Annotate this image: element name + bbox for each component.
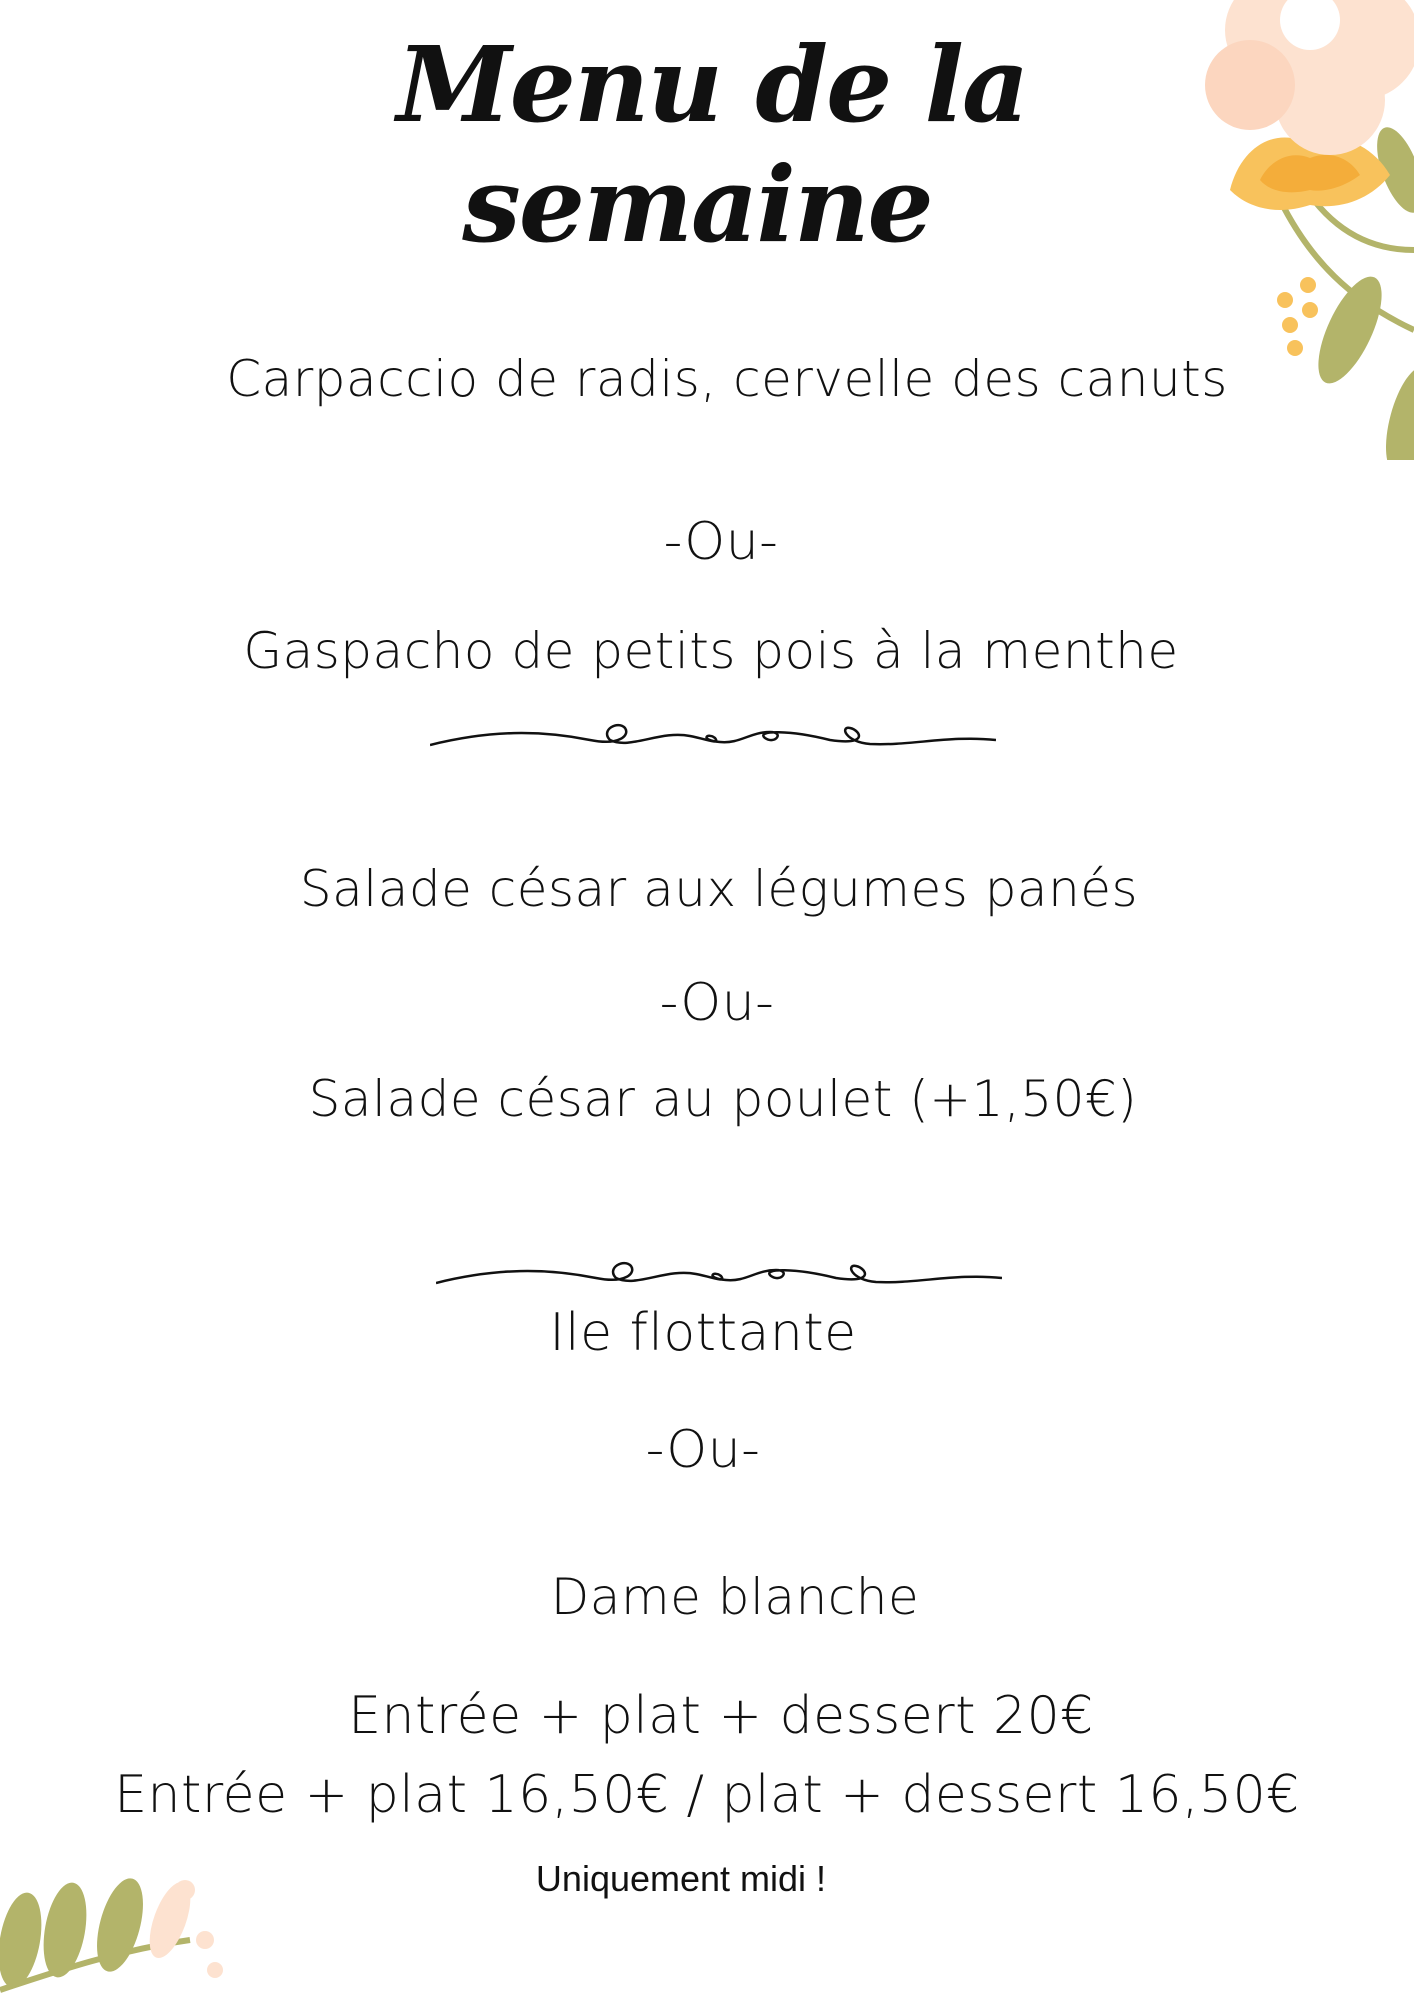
menu-title-line2: semaine xyxy=(462,143,932,266)
starter-item-1: Carpaccio de radis, cervelle des canuts xyxy=(226,350,1228,408)
swirl-divider-icon xyxy=(436,1248,1002,1298)
starter-separator: -Ou- xyxy=(663,512,779,572)
dessert-separator: -Ou- xyxy=(645,1420,761,1480)
swirl-divider-icon xyxy=(430,710,996,760)
price-line-1: Entrée + plat + dessert 20€ xyxy=(348,1686,1094,1746)
price-line-2: Entrée + plat 16,50€ / plat + dessert 16,50€ xyxy=(114,1765,1300,1825)
dessert-item-2: Dame blanche xyxy=(550,1568,920,1626)
main-item-2: Salade césar au poulet (+1,50€) xyxy=(308,1070,1138,1128)
dessert-item-1: Ile flottante xyxy=(549,1303,857,1363)
lunch-only-note: Uniquement midi ! xyxy=(535,1858,827,1899)
starter-item-2: Gaspacho de petits pois à la menthe xyxy=(243,622,1179,680)
main-item-1: Salade césar aux légumes panés xyxy=(299,860,1139,918)
menu-title-line1: Menu de la xyxy=(396,23,1028,146)
main-separator: -Ou- xyxy=(659,973,775,1033)
